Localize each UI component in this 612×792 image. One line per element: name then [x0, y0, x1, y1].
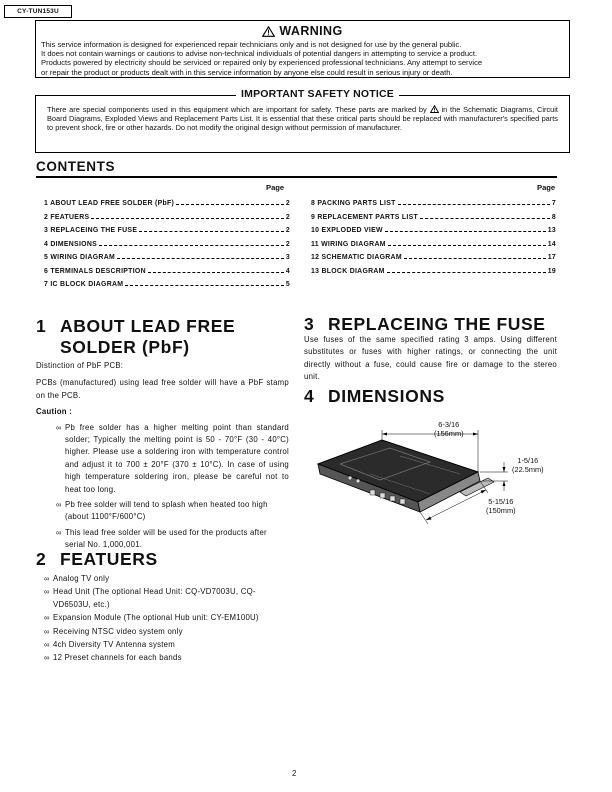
page-number: 2 — [292, 769, 297, 778]
dimension-height: 1-5/16 (22.5mm) — [512, 456, 544, 474]
section-2-heading: 2 FEATUERS — [36, 549, 158, 569]
toc-entry[interactable]: 6 TERMINALS DESCRIPTION 4 — [44, 267, 290, 275]
section-3-heading: 3 REPLACEING THE FUSE — [304, 314, 546, 334]
toc-entry[interactable]: 9 REPLACEMENT PARTS LIST 8 — [311, 213, 556, 221]
toc-entry[interactable]: 8 PACKING PARTS LIST 7 — [311, 199, 556, 207]
feature-item: ∞ Expansion Module (The optional Hub unit: CY-EM100U) — [44, 613, 259, 623]
safety-notice-title: IMPORTANT SAFETY NOTICE — [236, 88, 399, 100]
warning-triangle-icon — [430, 105, 439, 113]
feature-item: ∞ Receiving NTSC video system only — [44, 626, 183, 636]
toc-entry[interactable]: 12 SCHEMATIC DIAGRAM 17 — [311, 253, 556, 261]
feature-item: ∞ 4ch Diversity TV Antenna system — [44, 640, 176, 650]
toc-entry[interactable]: 3 REPLACEING THE FUSE 2 — [44, 226, 290, 234]
model-tag: CY-TUN153U — [4, 5, 72, 18]
toc-entry[interactable]: 1 ABOUT LEAD FREE SOLDER (PbF) 2 — [44, 199, 290, 207]
safety-notice-box — [35, 88, 570, 153]
feature-item: ∞ Head Unit (The optional Head Unit: CQ-VD7003U, CQ-VD6503U, etc.) — [44, 587, 256, 609]
section-2-body — [44, 573, 289, 665]
contents-page-label-left: Page — [266, 183, 285, 192]
toc-entry[interactable]: 10 EXPLODED VIEW 13 — [311, 226, 556, 234]
caution-bullet: ∞ Pb free solder will tend to splash when heated too high (about 1100°F/600°C) — [56, 500, 268, 522]
caution-bullet: ∞ This lead free solder will be used for the products after serial No. 1,000,001. — [56, 527, 267, 550]
contents-rule — [36, 176, 557, 178]
section-4-heading: 4 DIMENSIONS — [304, 386, 445, 406]
dimension-width: 6-3/16 (156mm) — [434, 420, 464, 438]
section-1-body: Distinction of PbF PCB: PCBs (manufactured) using lead free solder will have a PbF stamp on the PCB. Caution : ∞ Pb free solder has a higher melting point than standard solder; Typically the melting point is 50 - 70°F (30 - 40°C) higher. Please use a soldering iron with temperature control and adjust it to 700 ± 20°F (370 ± 10°C). In case of using high temperature soldering iron, please be careful not to heat too long. ∞ Pb free solder will tend to splash when heated too high (about 1100°F/600°C) ∞ This lead free solder will be used for the products after serial No. 1,000,001. — [36, 360, 289, 552]
section-1-heading: 1 ABOUT LEAD FREE SOLDER (PbF) — [36, 316, 236, 357]
feature-item: ∞ 12 Preset channels for each bands — [44, 653, 182, 663]
toc-entry[interactable]: 5 WIRING DIAGRAM 3 — [44, 253, 290, 261]
toc-entry[interactable]: 4 DIMENSIONS 2 — [44, 240, 290, 248]
contents-page-label-right: Page — [537, 183, 556, 192]
dimension-depth: 5-15/16 (150mm) — [486, 497, 516, 515]
caution-bullet: ∞ Pb free solder has a higher melting point than standard solder; Typically the melting point is 50 - 70°F (30 - 40°C) higher. Please use a soldering iron with temperature control and adjust it to 700 ± 20°F (370 ± 10°C). In case of using high temperature soldering iron, please be careful not to heat too long. — [56, 422, 289, 494]
toc-entry[interactable]: 2 FEATUERS 2 — [44, 213, 290, 221]
safety-notice-text: There are special components used in this equipment which are important for safety. These parts are marked by in the Schematic Diagrams, Circuit Board Diagrams, Exploded Views and Replacement Parts List. It is essential that these critical parts should be replaced with manufacturer's specified parts to prevent shock, fire or other hazards. Do not modify the original design without permission of manufacturer. — [47, 105, 558, 133]
warning-box — [35, 20, 570, 78]
warning-triangle-icon — [262, 26, 275, 37]
toc-entry[interactable]: 13 BLOCK DIAGRAM 19 — [311, 267, 556, 275]
feature-item: ∞ Analog TV only — [44, 574, 110, 583]
warning-text: This service information is designed for experienced repair technicians only and is not designed for use by the general public. It does not contain warnings or cautions to advise non-technical individuals of potential dangers in attempting to service a product. Products powered by electricity should be serviced or repaired only by experienced professional technicians. Any attempt to service or repair the product or products dealt with in this service information by anyone else could result in serious injury or death. — [41, 40, 483, 77]
section-3-body: Use fuses of the same specified rating 3 amps. Using different substitutes or fuses with higher ratings, or connecting the unit directly without a fuse, could cause fire or damage to the stereo unit. — [304, 335, 557, 382]
contents-title: CONTENTS — [36, 159, 116, 174]
toc-entry[interactable]: 7 IC BLOCK DIAGRAM 5 — [44, 280, 290, 288]
toc-entry[interactable]: 11 WIRING DIAGRAM 14 — [311, 240, 556, 248]
warning-title: WARNING — [36, 24, 569, 38]
